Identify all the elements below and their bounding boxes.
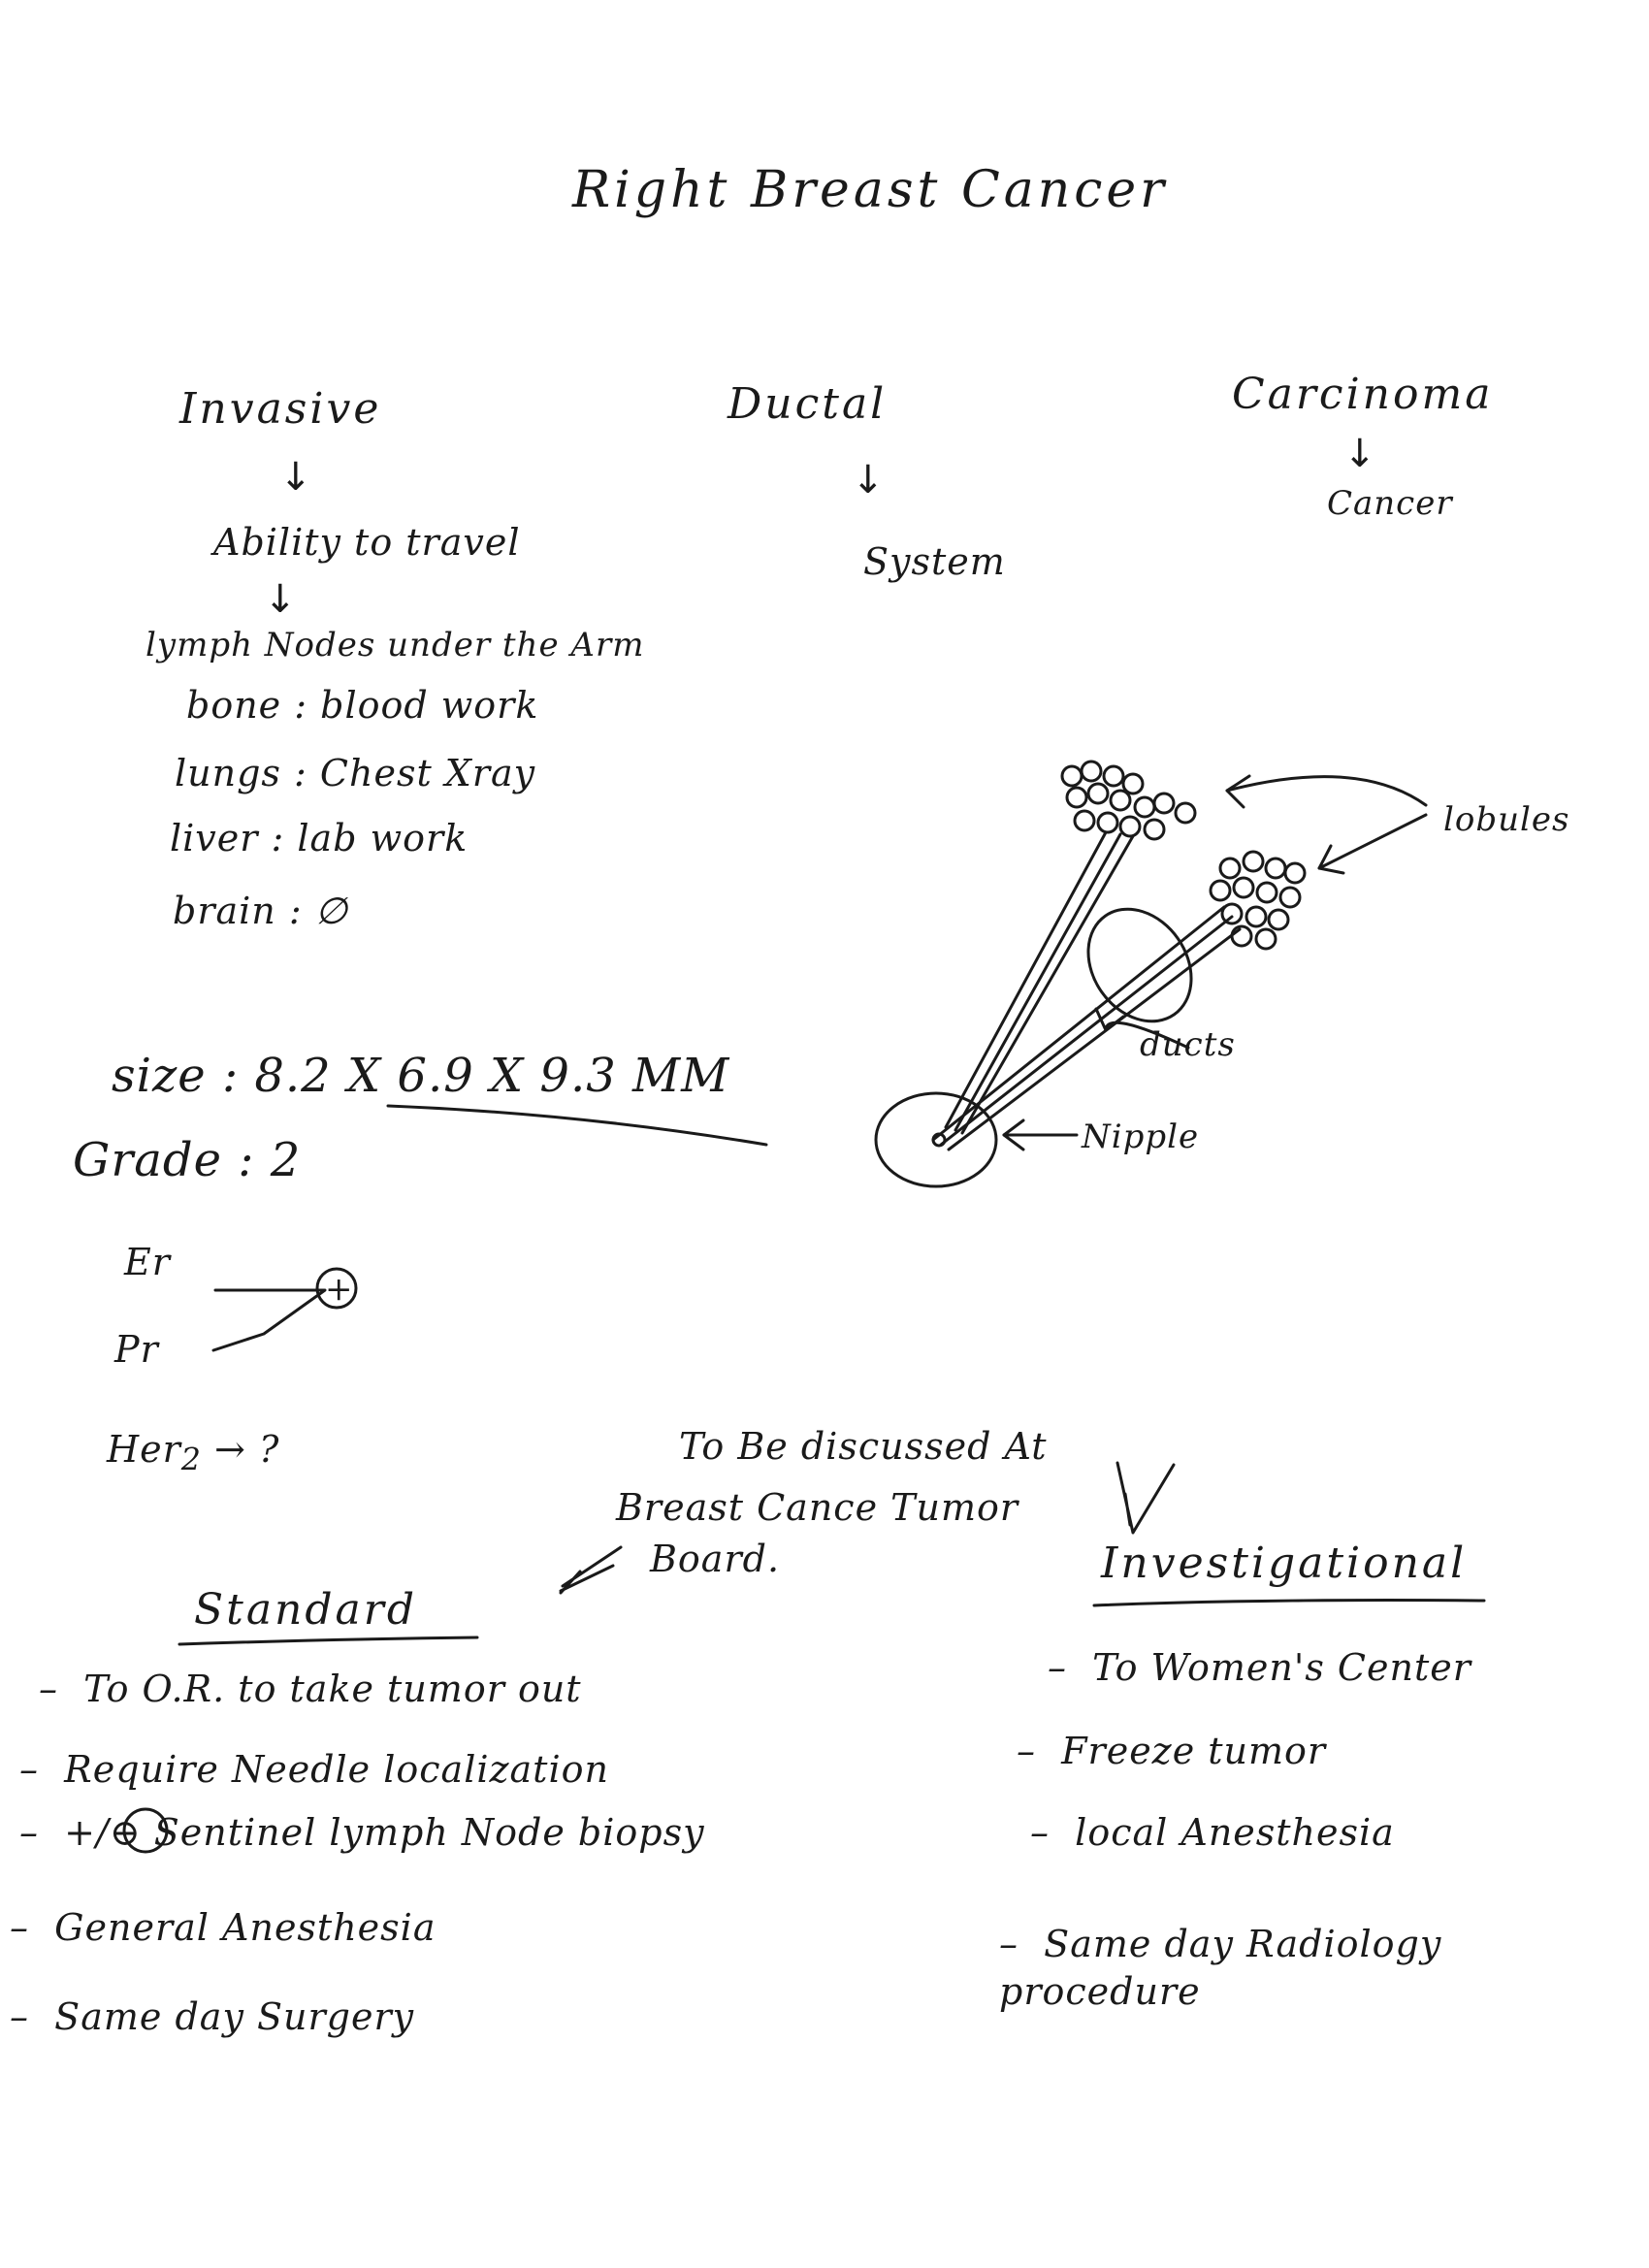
spread-item: liver : lab work: [170, 817, 469, 859]
term-invasive: Invasive: [179, 384, 382, 434]
spread-item: lungs : Chest Xray: [175, 752, 536, 794]
standard-item: – General Anesthesia: [10, 1906, 436, 1949]
grade-line: Grade : 2: [73, 1133, 302, 1187]
standard-item: – +/⊖ Sentinel lymph Node biopsy: [19, 1811, 705, 1854]
her2-value: ?: [258, 1428, 280, 1471]
standard-heading: Standard: [194, 1585, 417, 1635]
invasive-meaning: Ability to travel: [213, 521, 521, 564]
size-label: size: [112, 1049, 207, 1103]
investigational-item-text: To Women's Center: [1092, 1646, 1471, 1689]
investigational-item: – Freeze tumor: [1017, 1730, 1327, 1772]
size-line: size : 8.2 X 6.9 X 9.3 MM: [112, 1049, 730, 1103]
grade-value: 2: [270, 1133, 302, 1187]
investigational-underline: [1094, 1601, 1484, 1605]
standard-item-text: To O.R. to take tumor out: [83, 1668, 582, 1710]
ducts-label: ducts: [1140, 1025, 1236, 1064]
standard-item-text: Require Needle localization: [64, 1748, 609, 1791]
her2-label: Her: [107, 1428, 181, 1471]
receptor-bracket: [213, 1290, 325, 1350]
standard-item: – Same day Surgery: [10, 1995, 415, 2038]
investigational-item: – To Women's Center: [1048, 1646, 1471, 1689]
size-underline: [388, 1106, 766, 1145]
size-value: 8.2 X 6.9 X 9.3 MM: [254, 1049, 730, 1103]
board-note-line: Breast Cance Tumor: [616, 1486, 1019, 1529]
investigational-item-text: local Anesthesia: [1075, 1811, 1395, 1854]
lobule-cluster-lower: [1211, 852, 1305, 949]
standard-underline: [179, 1637, 477, 1644]
term-ductal: Ductal: [728, 379, 888, 429]
pr-label: Pr: [114, 1328, 159, 1371]
investigational-item: – local Anesthesia: [1030, 1811, 1395, 1854]
spread-organ: liver: [170, 817, 259, 859]
nipple-circle: [876, 1093, 996, 1186]
spread-test: Chest Xray: [319, 752, 536, 794]
down-arrow-icon: ↓: [264, 577, 298, 622]
spread-test: ∅: [314, 890, 348, 932]
spread-item: brain : ∅: [173, 890, 348, 932]
investigational-heading: Investigational: [1101, 1539, 1468, 1588]
ductal-meaning: System: [863, 540, 1006, 583]
spread-organ: brain: [173, 890, 276, 932]
investigational-item-text: Same day Radiology procedure: [999, 1923, 1442, 2014]
term-carcinoma: Carcinoma: [1232, 370, 1494, 419]
spread-test: blood work: [320, 684, 539, 727]
spread-organ: lungs: [175, 752, 281, 794]
investigational-item-text: Freeze tumor: [1061, 1730, 1327, 1772]
spread-item: bone : blood work: [186, 684, 539, 727]
down-arrow-icon: ↓: [279, 455, 313, 500]
standard-item-text: +/⊖ Sentinel lymph Node biopsy: [64, 1811, 705, 1854]
spread-organ: bone: [186, 684, 282, 727]
receptor-status: +: [325, 1270, 354, 1309]
board-note-line: Board.: [650, 1538, 781, 1580]
carcinoma-meaning: Cancer: [1327, 484, 1453, 523]
er-label: Er: [124, 1241, 171, 1283]
lobules-label: lobules: [1443, 800, 1570, 839]
nipple-label: Nipple: [1082, 1118, 1200, 1156]
standard-item: – To O.R. to take tumor out: [39, 1668, 582, 1710]
lobule-cluster-upper: [1062, 761, 1195, 839]
her2-line: Her$_2$ → ?: [107, 1428, 280, 1478]
investigational-item: – Same day Radiology procedure: [999, 1923, 1442, 2014]
down-arrow-icon: ↓: [1343, 432, 1377, 476]
spread-heading: lymph Nodes under the Arm: [146, 626, 645, 664]
spread-test: lab work: [297, 817, 469, 859]
down-arrow-icon: ↓: [852, 458, 886, 502]
board-arrow-icon: [561, 1547, 621, 1593]
standard-item: – Require Needle localization: [19, 1748, 609, 1791]
nipple-pointer-arrow: [1004, 1120, 1077, 1150]
standard-item-text: General Anesthesia: [54, 1906, 436, 1949]
page-title: Right Breast Cancer: [572, 161, 1168, 219]
grade-label: Grade: [73, 1133, 223, 1187]
duct-lines: [933, 832, 1240, 1150]
her2-sub: 2: [180, 1442, 202, 1478]
board-arrow-icon: [1117, 1463, 1174, 1533]
standard-item-text: Same day Surgery: [54, 1995, 415, 2038]
lobules-pointer-arrows: [1227, 776, 1426, 873]
board-note-line: To Be discussed At: [679, 1425, 1048, 1468]
